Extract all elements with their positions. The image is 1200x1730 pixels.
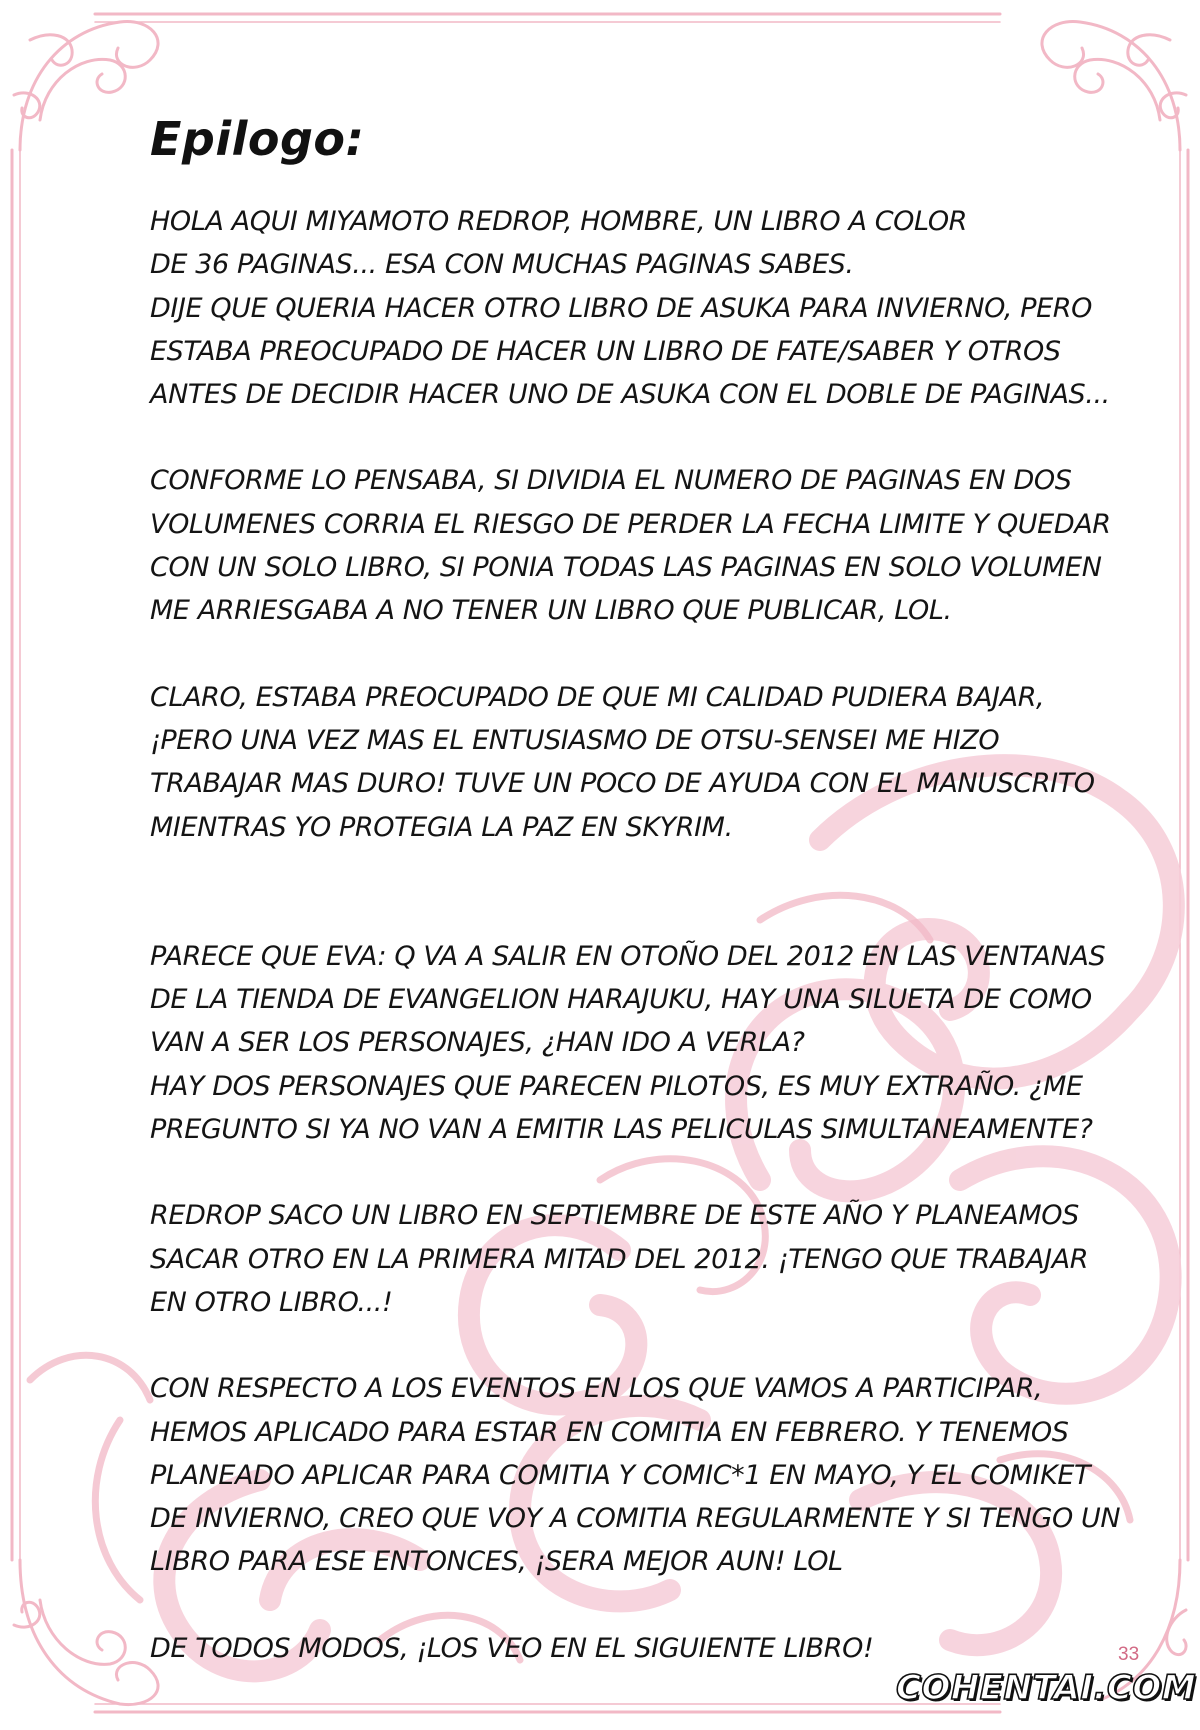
text-line: DE 36 PAGINAS... ESA CON MUCHAS PAGINAS SABES. bbox=[150, 249, 854, 281]
epilogue-text-block bbox=[150, 104, 1121, 1670]
text-line: LIBRO PARA ESE ENTONCES, ¡SERA MEJOR AUN! LOL bbox=[150, 1546, 843, 1578]
paragraph-spacer bbox=[150, 1151, 1080, 1194]
paragraph-5 bbox=[150, 1194, 1089, 1324]
site-watermark: COHENTAI.COM bbox=[896, 1668, 1197, 1708]
page-number: 33 bbox=[1118, 1644, 1140, 1665]
paragraph-6 bbox=[150, 1367, 1121, 1583]
paragraph-7 bbox=[150, 1627, 1080, 1670]
text-line: PARECE QUE EVA: Q VA A SALIR EN OTOÑO DEL 2012 EN LAS VENTANAS bbox=[150, 940, 1106, 972]
paragraph-spacer bbox=[150, 416, 1080, 459]
page-title: Epilogo: bbox=[150, 112, 365, 166]
paragraph-3 bbox=[150, 676, 1095, 849]
text-line: CLARO, ESTABA PREOCUPADO DE QUE MI CALIDAD PUDIERA BAJAR, bbox=[150, 681, 1045, 713]
text-line: DIJE QUE QUERIA HACER OTRO LIBRO DE ASUKA PARA INVIERNO, PERO bbox=[150, 292, 1093, 324]
text-line: ESTABA PREOCUPADO DE HACER UN LIBRO DE FATE/SABER Y OTROS bbox=[150, 335, 1061, 367]
paragraph-spacer bbox=[150, 849, 1080, 935]
text-line: VAN A SER LOS PERSONAJES, ¿HAN IDO A VERLA? bbox=[150, 1027, 805, 1059]
text-line: PLANEADO APLICAR PARA COMITIA Y COMIC*1 EN MAYO, Y EL COMIKET bbox=[150, 1459, 1091, 1491]
paragraph-spacer bbox=[150, 1584, 1080, 1627]
text-line: MIENTRAS YO PROTEGIA LA PAZ EN SKYRIM. bbox=[150, 811, 733, 843]
text-line: CON RESPECTO A LOS EVENTOS EN LOS QUE VAMOS A PARTICIPAR, bbox=[150, 1373, 1043, 1405]
text-line: HOLA AQUI MIYAMOTO REDROP, HOMBRE, UN LIBRO A COLOR bbox=[150, 206, 968, 237]
text-line: HEMOS APLICADO PARA ESTAR EN COMITIA EN FEBRERO. Y TENEMOS bbox=[150, 1416, 1069, 1448]
text-line: EN OTRO LIBRO...! bbox=[150, 1286, 393, 1318]
text-line: ME ARRIESGABA A NO TENER UN LIBRO QUE PUBLICAR, LOL. bbox=[150, 595, 952, 627]
text-line: VOLUMENES CORRIA EL RIESGO DE PERDER LA FECHA LIMITE Y QUEDAR bbox=[150, 508, 1111, 540]
paragraph-4 bbox=[150, 935, 1106, 1151]
text-line: PREGUNTO SI YA NO VAN A EMITIR LAS PELICULAS SIMULTANEAMENTE? bbox=[150, 1114, 1093, 1146]
text-line: DE LA TIENDA DE EVANGELION HARAJUKU, HAY UNA SILUETA DE COMO bbox=[150, 984, 1092, 1016]
text-line: DE TODOS MODOS, ¡LOS VEO EN EL SIGUIENTE LIBRO! bbox=[150, 1632, 874, 1664]
paragraph-spacer bbox=[150, 633, 1080, 676]
text-line: SACAR OTRO EN LA PRIMERA MITAD DEL 2012. ¡TENGO QUE TRABAJAR bbox=[150, 1243, 1089, 1275]
text-line: ¡PERO UNA VEZ MAS EL ENTUSIASMO DE OTSU-SENSEI ME HIZO bbox=[150, 724, 1000, 756]
text-line: HAY DOS PERSONAJES QUE PARECEN PILOTOS, ES MUY EXTRAÑO. ¿ME bbox=[150, 1070, 1083, 1102]
text-line: TRABAJAR MAS DURO! TUVE UN POCO DE AYUDA CON EL MANUSCRITO bbox=[150, 768, 1095, 800]
text-line: CONFORME LO PENSABA, SI DIVIDIA EL NUMERO DE PAGINAS EN DOS bbox=[150, 465, 1072, 497]
text-line: ANTES DE DECIDIR HACER UNO DE ASUKA CON EL DOBLE DE PAGINAS... bbox=[150, 379, 1110, 411]
text-line: DE INVIERNO, CREO QUE VOY A COMITIA REGULARMENTE Y SI TENGO UN bbox=[150, 1503, 1121, 1535]
text-line: REDROP SACO UN LIBRO EN SEPTIEMBRE DE ESTE AÑO Y PLANEAMOS bbox=[150, 1200, 1079, 1232]
text-line: CON UN SOLO LIBRO, SI PONIA TODAS LAS PAGINAS EN SOLO VOLUMEN bbox=[150, 552, 1102, 584]
paragraph-1 bbox=[150, 200, 1110, 416]
paragraph-spacer bbox=[150, 1324, 1080, 1367]
paragraph-2 bbox=[150, 459, 1111, 632]
